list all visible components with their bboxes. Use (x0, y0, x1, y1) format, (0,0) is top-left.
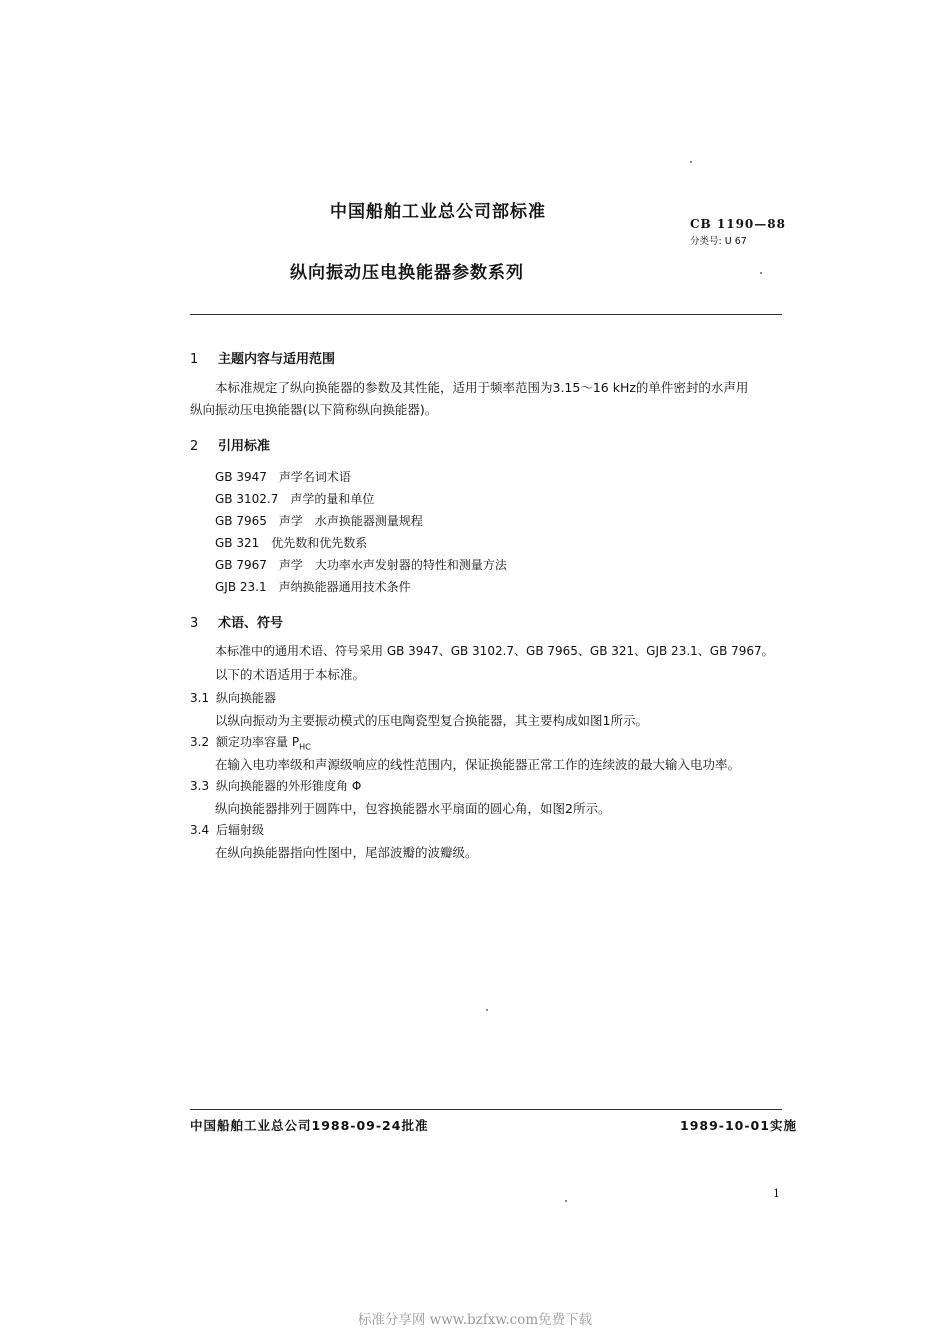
term-title: 纵向换能器的外形锥度角 Φ (216, 779, 362, 793)
scan-speck (760, 272, 762, 274)
section-2-heading (190, 435, 270, 454)
header-rule (190, 314, 782, 315)
term-definition-3-4: 在纵向换能器指向性图中，尾部波瓣的波瓣级。 (215, 845, 478, 860)
reference-item: GB 7965 声学 水声换能器测量规程 (215, 514, 423, 528)
reference-item: GB 7967 声学 大功率水声发射器的特性和测量方法 (215, 558, 507, 572)
organization-title: 中国船舶工业总公司部标准 (330, 202, 546, 222)
term-number: 3.1 (190, 691, 210, 705)
term-definition-3-1: 以纵向振动为主要振动模式的压电陶瓷型复合换能器，其主要构成如图1所示。 (215, 713, 648, 728)
watermark-text: 标准分享网 www.bzfxw.com免费下载 (357, 1312, 593, 1328)
reference-item: GJB 23.1 声纳换能器通用技术条件 (215, 580, 411, 594)
scan-speck (690, 161, 692, 163)
section-title: 引用标准 (218, 439, 271, 454)
term-title: 后辐射级 (216, 823, 265, 837)
approval-line: 中国船舶工业总公司1988-09-24批准 (190, 1118, 429, 1133)
term-definition-3-3: 纵向换能器排列于圆阵中，包容换能器水平扇面的圆心角，如图2所示。 (215, 801, 611, 816)
term-subscript: HC (299, 742, 311, 752)
term-heading-3-4 (190, 821, 264, 838)
term-number: 3.2 (190, 735, 210, 749)
scan-speck (486, 1009, 488, 1011)
scan-speck (565, 1200, 567, 1202)
section-number: 2 (190, 439, 199, 454)
section-1-text-line2: 纵向振动压电换能器(以下简称纵向换能器)。 (190, 402, 438, 417)
term-title: 额定功率容量 P (216, 735, 300, 749)
section-title: 术语、符号 (218, 616, 284, 631)
term-title: 纵向换能器 (216, 691, 277, 705)
section-number: 3 (190, 616, 199, 631)
section-3-intro-line2: 以下的术语适用于本标准。 (215, 667, 366, 682)
term-number: 3.3 (190, 779, 210, 793)
section-1-heading (190, 348, 335, 367)
classification-number: 分类号: U 67 (690, 236, 747, 247)
section-3-intro-line1: 本标准中的通用术语、符号采用 GB 3947、GB 3102.7、GB 7965、GB 321、GJB 23.1、GB 7967。 (215, 644, 774, 658)
term-definition-3-2: 在输入电功率级和声源级响应的线性范围内，保证换能器正常工作的连续波的最大输入电功率。 (215, 757, 741, 772)
section-title: 主题内容与适用范围 (218, 352, 336, 367)
term-heading-3-1 (190, 689, 276, 706)
term-heading-3-2 (190, 733, 311, 751)
document-title: 纵向振动压电换能器参数系列 (290, 263, 524, 283)
section-3-heading (190, 612, 283, 631)
standard-code: CB 1190—88 (690, 217, 786, 231)
reference-item: GB 321 优先数和优先数系 (215, 536, 368, 550)
page-number: 1 (773, 1187, 780, 1200)
section-1-text-line1: 本标准规定了纵向换能器的参数及其性能，适用于频率范围为3.15～16 kHz的单件密封的水声用 (215, 380, 749, 395)
reference-item: GB 3102.7 声学的量和单位 (215, 492, 375, 506)
term-number: 3.4 (190, 823, 210, 837)
term-heading-3-3 (190, 777, 361, 794)
section-number: 1 (190, 352, 199, 367)
footer-rule (190, 1109, 782, 1110)
effective-date: 1989-10-01实施 (680, 1118, 797, 1133)
reference-item: GB 3947 声学名词术语 (215, 470, 351, 484)
